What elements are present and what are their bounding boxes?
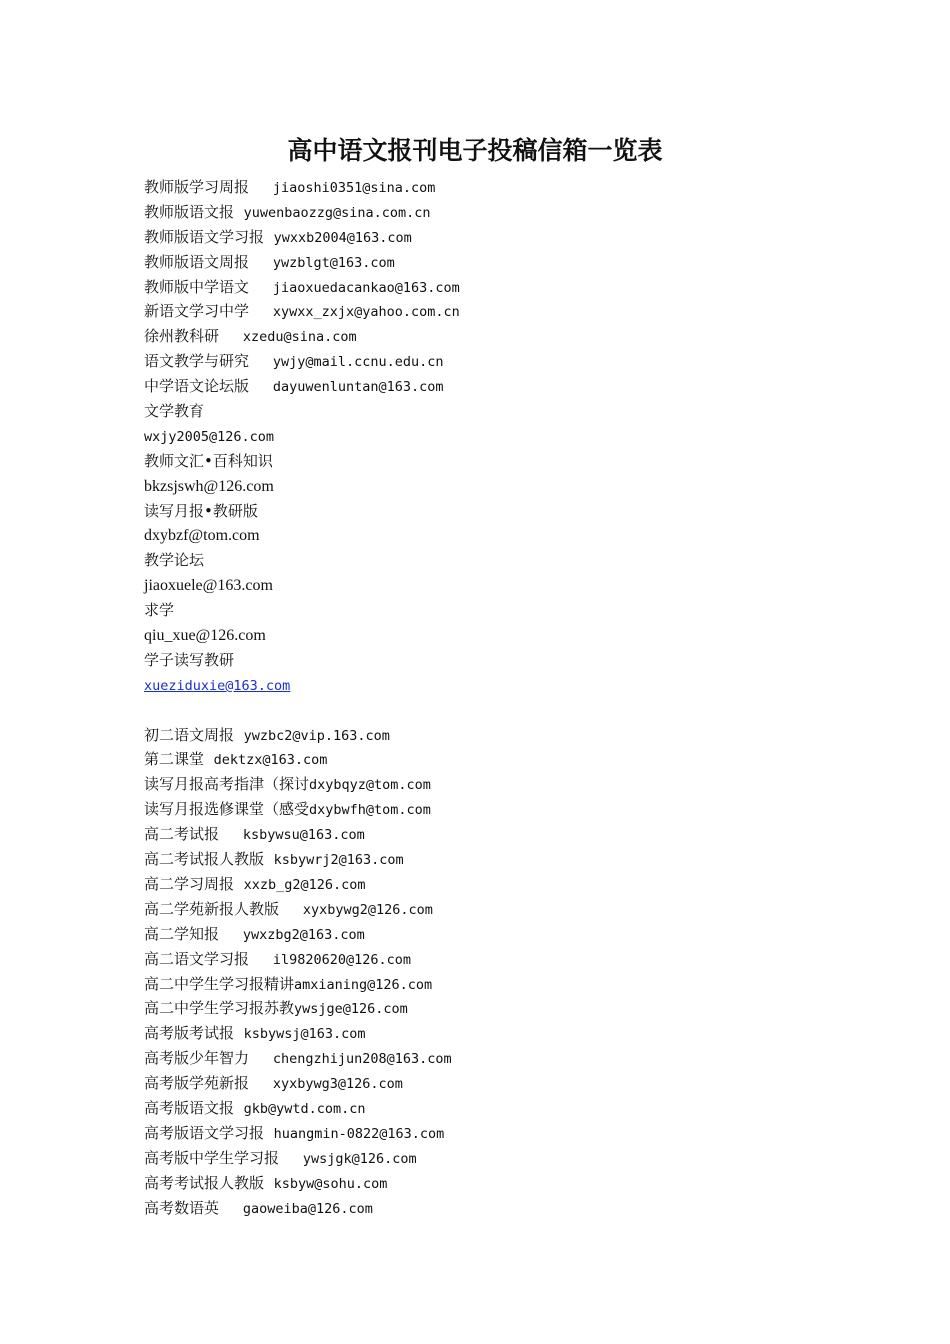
email-address: ywxxb2004@163.com bbox=[273, 229, 412, 246]
tab-gap bbox=[264, 850, 274, 868]
tab-gap bbox=[219, 825, 243, 843]
email-list bbox=[144, 175, 844, 1220]
tab-gap bbox=[234, 875, 244, 893]
tab-gap bbox=[219, 1199, 243, 1217]
publication-name: 教师文汇•百科知识 bbox=[144, 451, 273, 470]
tab-gap bbox=[204, 750, 214, 768]
publication-name: 新语文学习中学 bbox=[144, 302, 250, 321]
email-address: jiaoxuele@163.com bbox=[144, 577, 273, 595]
tab-gap bbox=[234, 1099, 244, 1117]
tab-gap bbox=[264, 228, 274, 246]
email-address: ywxzbg2@163.com bbox=[242, 926, 365, 943]
list-item bbox=[144, 897, 844, 922]
list-item bbox=[144, 275, 844, 300]
publication-name: 教学论坛 bbox=[144, 551, 205, 570]
list-item bbox=[144, 324, 844, 349]
list-item bbox=[144, 1146, 844, 1171]
publication-name: 高考版少年智力 bbox=[144, 1049, 250, 1068]
list-item bbox=[144, 922, 844, 947]
publication-name: 高考版语文报 bbox=[144, 1098, 235, 1117]
list-item bbox=[144, 847, 844, 872]
publication-name: 高二考试报 bbox=[144, 825, 220, 844]
tab-gap bbox=[234, 203, 244, 221]
email-address: ywjy@mail.ccnu.edu.cn bbox=[272, 354, 444, 371]
list-item bbox=[144, 1171, 844, 1196]
publication-name: 高二考试报人教版 bbox=[144, 850, 265, 869]
tab-gap bbox=[249, 377, 273, 395]
tab-gap bbox=[219, 327, 243, 345]
list-item bbox=[144, 797, 844, 822]
list-item bbox=[144, 1121, 844, 1146]
tab-gap bbox=[279, 1149, 303, 1167]
page-title: 高中语文报刊电子投稿信箱一览表 bbox=[287, 136, 663, 165]
list-item bbox=[144, 1021, 844, 1046]
list-item bbox=[144, 250, 844, 275]
email-address: dayuwenluntan@163.com bbox=[272, 379, 444, 396]
publication-name: 教师版学习周报 bbox=[144, 178, 250, 196]
email-address: jiaoxuedacankao@163.com bbox=[272, 279, 460, 296]
section-1-stacked-list bbox=[144, 399, 844, 698]
email-address: xywxx_zxjx@yahoo.com.cn bbox=[272, 304, 460, 321]
publication-name: 高二中学生学习报精讲 bbox=[144, 974, 295, 993]
email-row bbox=[144, 573, 844, 598]
publication-name: 教师版语文学习报 bbox=[144, 227, 265, 246]
section-1-list bbox=[144, 175, 844, 399]
publication-name: 高二中学生学习报苏教 bbox=[144, 999, 295, 1018]
email-address: xxzb_g2@126.com bbox=[243, 876, 366, 893]
tab-gap bbox=[264, 1174, 274, 1192]
email-address: huangmin-0822@163.com bbox=[273, 1125, 445, 1142]
tab-gap bbox=[234, 726, 244, 744]
list-item bbox=[144, 996, 844, 1021]
email-row bbox=[144, 424, 844, 449]
email-address: xzedu@sina.com bbox=[242, 329, 357, 346]
tab-gap bbox=[249, 253, 273, 271]
publication-name: 求学 bbox=[144, 601, 175, 620]
tab-gap bbox=[264, 1124, 274, 1142]
publication-name: 高考版学苑新报 bbox=[144, 1074, 250, 1093]
email-address: ywsjge@126.com bbox=[294, 1001, 408, 1018]
publication-name: 中学语文论坛版 bbox=[144, 377, 250, 396]
email-address: ksbywsu@163.com bbox=[242, 827, 365, 844]
list-item bbox=[144, 947, 844, 972]
publication-name: 高考数语英 bbox=[144, 1198, 220, 1217]
publication-name: 教师版语文周报 bbox=[144, 252, 250, 271]
tab-gap bbox=[249, 178, 273, 196]
publication-name: 高考版考试报 bbox=[144, 1024, 235, 1043]
tab-gap bbox=[249, 278, 273, 296]
tab-gap bbox=[249, 302, 273, 320]
publication-name: 第二课堂 bbox=[144, 750, 205, 769]
list-item bbox=[144, 225, 844, 250]
email-address: ksbywsj@163.com bbox=[243, 1026, 366, 1043]
publication-name: 读写月报选修课堂（感受 bbox=[144, 800, 310, 819]
list-item bbox=[144, 374, 844, 399]
list-item bbox=[144, 1196, 844, 1221]
tab-gap bbox=[219, 925, 243, 943]
publication-name: 高二学习周报 bbox=[144, 874, 235, 893]
email-link[interactable]: xueziduxie@163.com bbox=[144, 677, 291, 694]
publication-name: 高考考试报人教版 bbox=[144, 1173, 265, 1192]
publication-name: 文学教育 bbox=[144, 402, 205, 421]
list-item bbox=[144, 200, 844, 225]
email-row bbox=[144, 623, 844, 648]
email-address: dxybzf@tom.com bbox=[144, 527, 260, 545]
email-address: jiaoshi0351@sina.com bbox=[272, 180, 436, 196]
list-item bbox=[144, 747, 844, 772]
email-address: wxjy2005@126.com bbox=[144, 428, 275, 445]
publication-name: 教师版中学语文 bbox=[144, 277, 250, 296]
publication-name: 读写月报高考指津（探讨 bbox=[144, 775, 310, 794]
email-address: amxianing@126.com bbox=[294, 976, 433, 993]
email-address: ywzblgt@163.com bbox=[272, 254, 395, 271]
list-item bbox=[144, 822, 844, 847]
email-row bbox=[144, 523, 844, 548]
email-address: ywzbc2@vip.163.com bbox=[243, 727, 390, 744]
tab-gap bbox=[249, 950, 273, 968]
publication-name: 高二语文学习报 bbox=[144, 949, 250, 968]
list-item bbox=[144, 872, 844, 897]
publication-name: 高二学知报 bbox=[144, 924, 220, 943]
email-address: bkzsjswh@126.com bbox=[144, 477, 274, 495]
email-address: ywsjgk@126.com bbox=[302, 1150, 417, 1167]
email-address: gaoweiba@126.com bbox=[242, 1200, 373, 1217]
list-item bbox=[144, 1071, 844, 1096]
list-item bbox=[144, 299, 844, 324]
list-item bbox=[144, 349, 844, 374]
publication-name: 高考版语文学习报 bbox=[144, 1123, 265, 1142]
email-row bbox=[144, 474, 844, 499]
publication-name: 初二语文周报 bbox=[144, 725, 235, 744]
publication-name: 学子读写教研 bbox=[144, 650, 235, 669]
tab-gap bbox=[279, 900, 303, 918]
list-item bbox=[144, 1046, 844, 1071]
list-item bbox=[144, 723, 844, 748]
email-address: dxybwfh@tom.com bbox=[309, 802, 431, 819]
email-address: il9820620@126.com bbox=[272, 951, 412, 968]
publication-name: 语文教学与研究 bbox=[144, 352, 250, 371]
list-item bbox=[144, 1096, 844, 1121]
email-address: dxybqyz@tom.com bbox=[309, 777, 431, 794]
publication-name: 高考版中学生学习报 bbox=[144, 1148, 280, 1167]
email-row bbox=[144, 673, 844, 698]
tab-gap bbox=[249, 1074, 273, 1092]
list-item bbox=[144, 175, 844, 200]
email-address: ksbyw@sohu.com bbox=[273, 1175, 388, 1192]
email-address: xyxbywg2@126.com bbox=[302, 901, 433, 918]
email-address: chengzhijun208@163.com bbox=[272, 1051, 452, 1068]
list-item bbox=[144, 972, 844, 997]
tab-gap bbox=[249, 1049, 273, 1067]
email-address: yuwenbaozzg@sina.com.cn bbox=[243, 204, 431, 221]
tab-gap bbox=[249, 352, 273, 370]
blank-line bbox=[144, 698, 844, 723]
publication-name: 高二学苑新报人教版 bbox=[144, 899, 280, 918]
email-address: qiu_xue@126.com bbox=[144, 627, 266, 645]
tab-gap bbox=[234, 1024, 244, 1042]
publication-name: 教师版语文报 bbox=[144, 202, 235, 221]
list-item bbox=[144, 772, 844, 797]
email-address: dektzx@163.com bbox=[213, 752, 328, 769]
section-2-list bbox=[144, 723, 844, 1221]
publication-name: 读写月报•教研版 bbox=[144, 501, 258, 520]
email-address: gkb@ywtd.com.cn bbox=[243, 1100, 366, 1117]
email-address: ksbywrj2@163.com bbox=[273, 852, 404, 869]
email-address: xyxbywg3@126.com bbox=[272, 1076, 403, 1093]
publication-name: 徐州教科研 bbox=[144, 327, 220, 346]
